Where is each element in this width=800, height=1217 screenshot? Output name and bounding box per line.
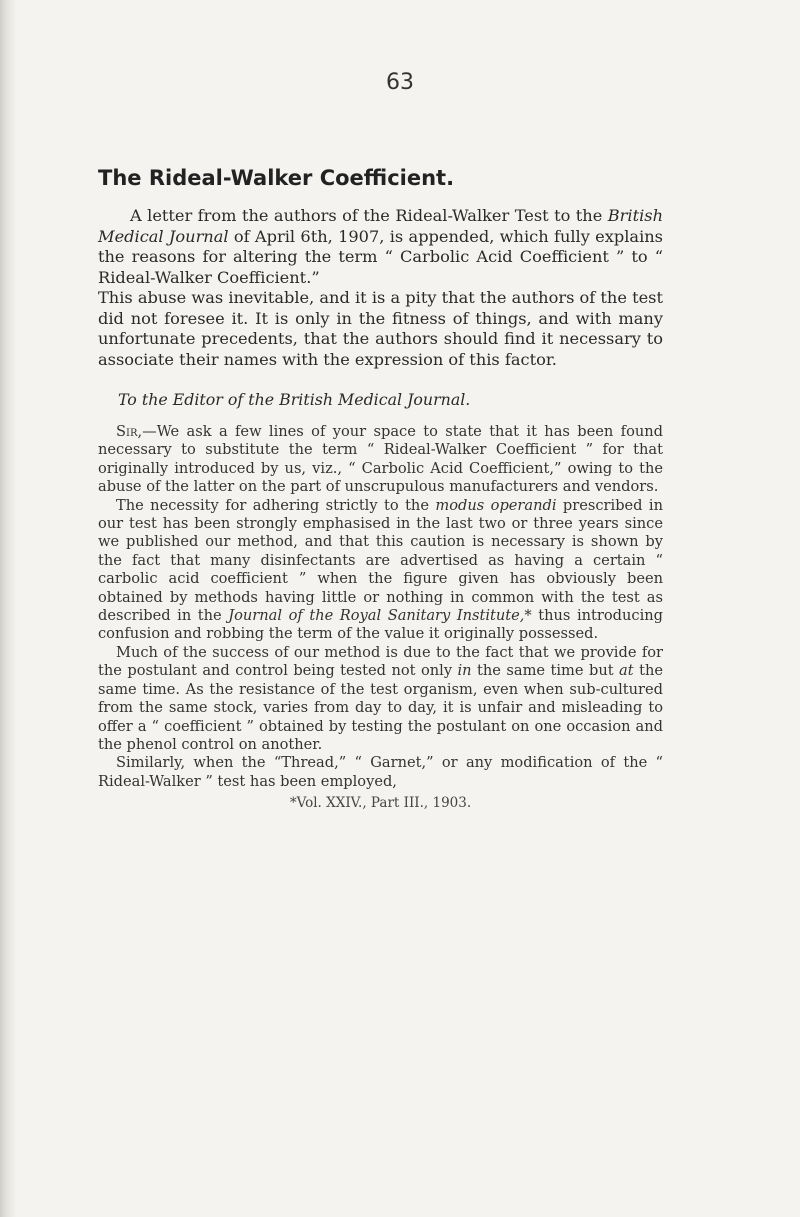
intro-section (98, 206, 663, 370)
letter-body (98, 423, 663, 791)
emphasis: at (619, 662, 634, 680)
salutation: Sir, (116, 423, 143, 440)
letter-text: the same time but (471, 662, 620, 680)
letter-paragraph-1 (98, 423, 663, 497)
journal-name: British Medical Journal (98, 206, 663, 246)
letter-paragraph-2 (98, 497, 663, 644)
latin-phrase: modus operandi (435, 496, 557, 514)
emphasis: in (457, 662, 472, 680)
journal-name: Journal of the Royal Sanitary Institute,* (228, 607, 532, 625)
letter-paragraph-4: Similarly, when the “Thread,” “ Garnet,” or any modification of the “ Rideal-Walker ” test has been employed, (98, 754, 663, 790)
intro-paragraph-1 (98, 206, 663, 288)
letter-text: Much of the success of our method is due to the fact that we provide for the postulant and control being tested not only (98, 643, 663, 680)
intro-paragraph-2: This abuse was inevitable, and it is a pity that the authors of the test did not foresee it. It is only in the fitness of things, and with many unfortunate precedents, that the authors should find it necessary to associate their names with the expression of this factor. (98, 288, 663, 369)
intro-text: of April 6th, 1907, is appended, which fully explains the reasons for altering the term “ Carbolic Acid Coefficient ” to “ Rideal-Walker Coefficient.” (98, 226, 663, 287)
letter-paragraph-3 (98, 644, 663, 754)
footnote: *Vol. XXIV., Part III., 1903. (289, 795, 472, 812)
letter-heading: To the Editor of the British Medical Journal. (118, 390, 471, 409)
letter-text: thus introducing confusion and robbing the term of the value it originally possessed. (98, 607, 663, 643)
intro-text: A letter from the authors of the Rideal-Walker Test to the (130, 206, 608, 225)
page-number: 63 (386, 70, 414, 95)
letter-text: prescribed in our test has been strongly emphasised in the last two or three years since we published our method, and that this caution is necessary is shown by the fact that many disinfectants are advertised as having a certain “ carbolic acid coefficient ” when the figure given has obviously been obtained by methods having little or nothing in common with the test as described in the (98, 496, 663, 625)
page-edge-shadow (0, 0, 16, 1217)
letter-text: —We ask a few lines of your space to state that it has been found necessary to substitute the term “ Rideal-Walker Coefficient ” for that originally introduced by us, viz., “ Carbolic Acid Coefficient,” owing to the abuse of the latter on the part of unscrupulous manufacturers and vendors. (98, 423, 663, 496)
letter-text: the same time. As the resistance of the test organism, even when sub-cultured from the same stock, varies from day to day, it is unfair and misleading to offer a “ coefficient ” obtained by testing the postulant on one occasion and the phenol control on another. (98, 662, 663, 753)
article-title: The Rideal-Walker Coefficient. (98, 166, 455, 190)
article (98, 166, 663, 811)
letter-text: The necessity for adhering strictly to the (116, 496, 436, 514)
